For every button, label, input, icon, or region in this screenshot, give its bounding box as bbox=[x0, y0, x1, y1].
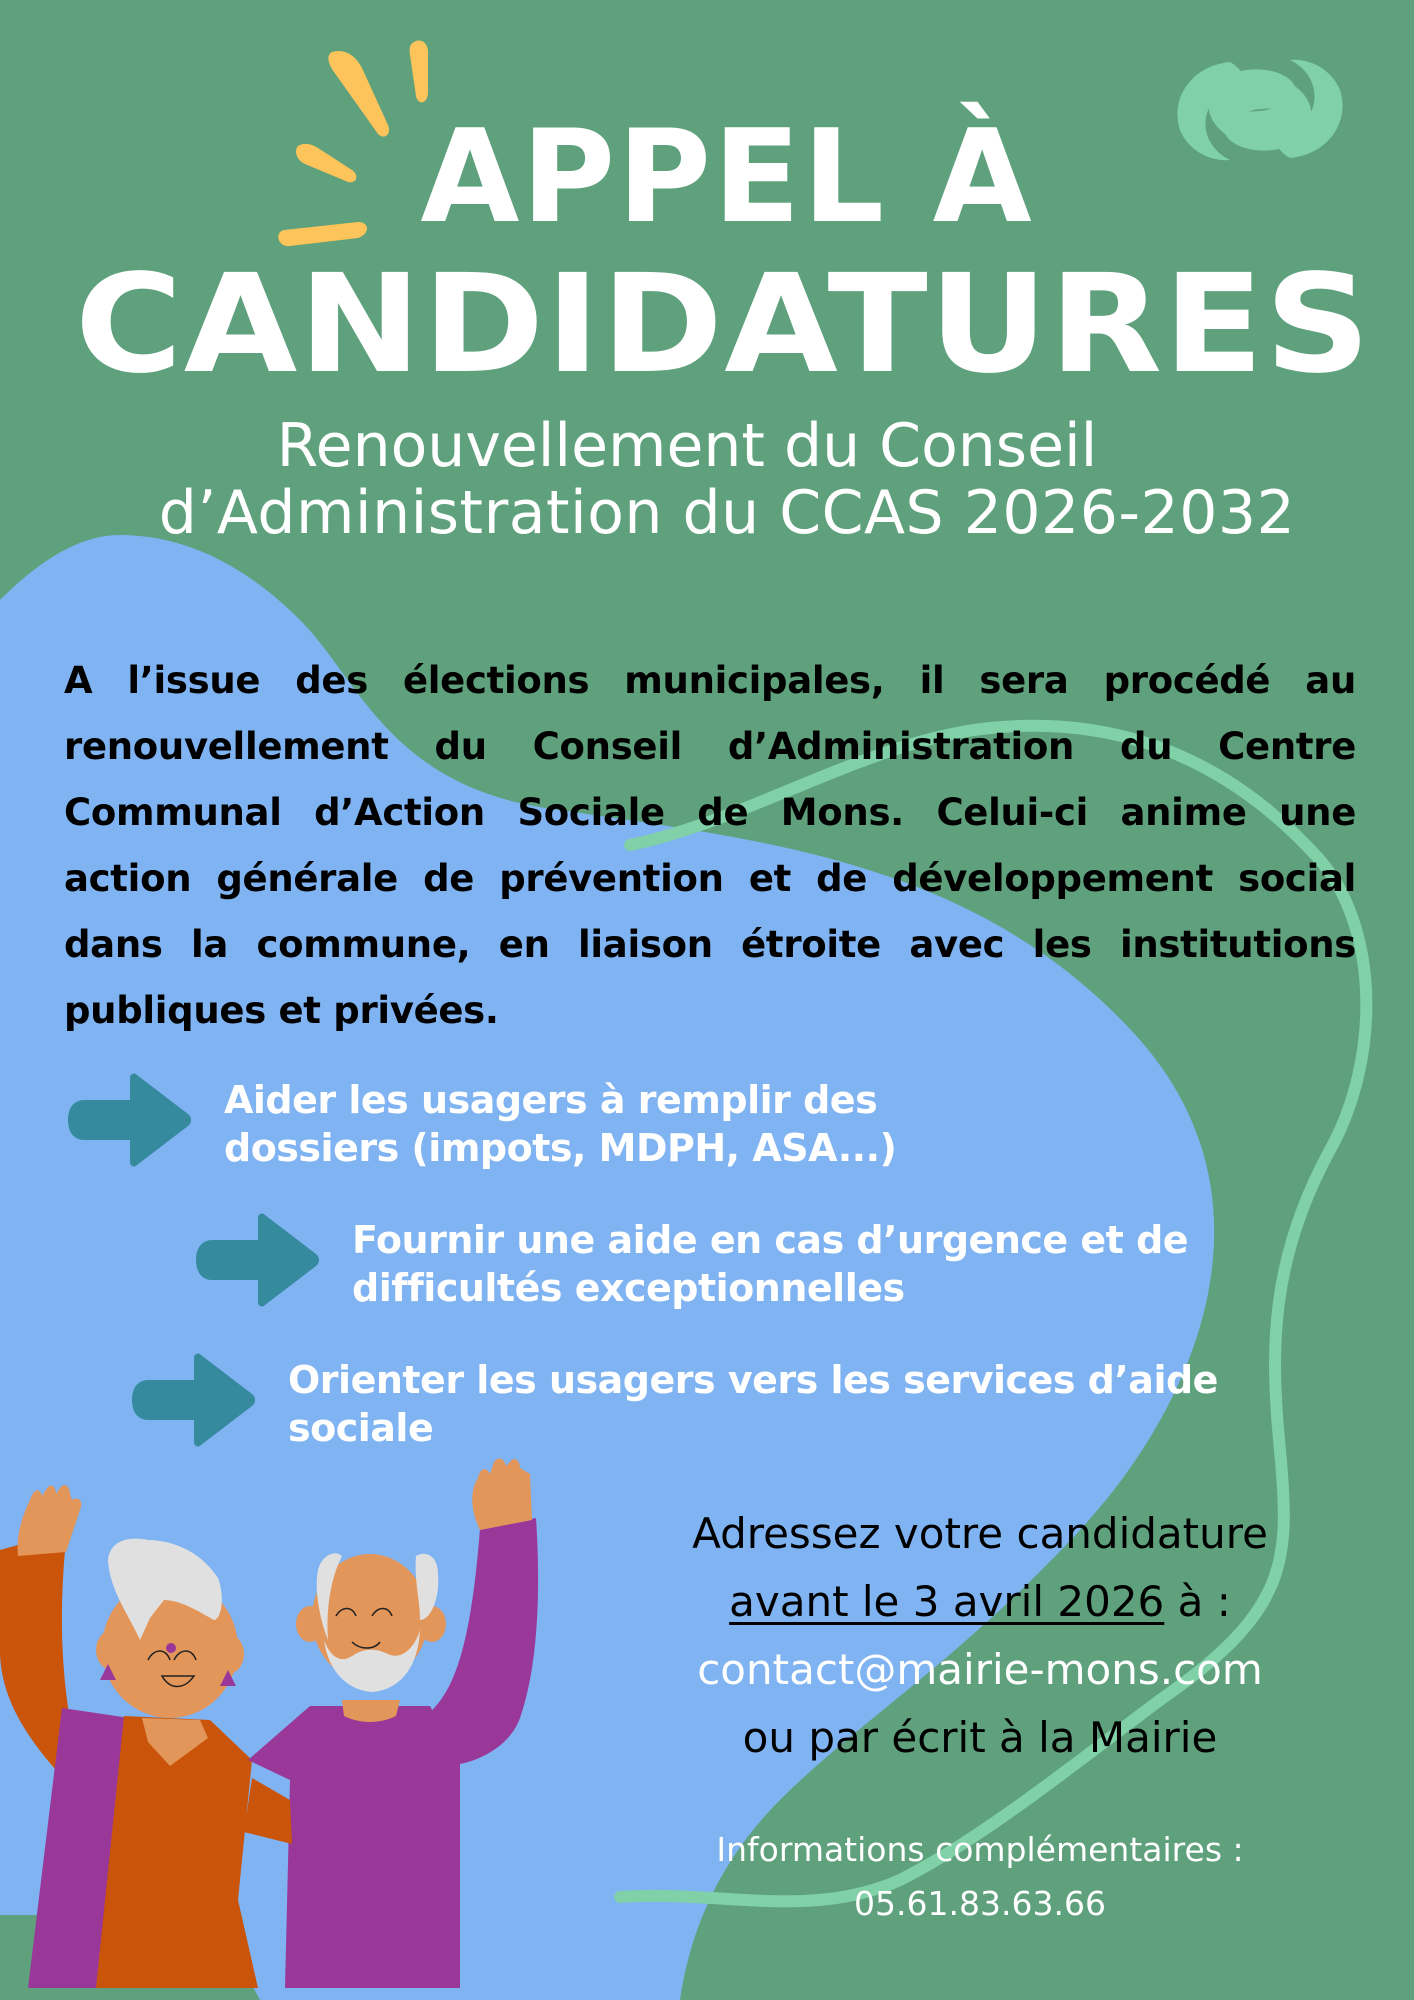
deadline-suffix: à : bbox=[1164, 1577, 1231, 1626]
subtitle-line-1: Renouvellement du Conseil bbox=[276, 411, 1098, 481]
mission-line-1: Fournir une aide en cas d’urgence et de bbox=[352, 1218, 1189, 1262]
info-label: Informations complémentaires : bbox=[716, 1830, 1244, 1869]
mission-line-2: sociale bbox=[288, 1406, 434, 1450]
cta-deadline-line bbox=[580, 1568, 1380, 1636]
mission-line-1: Orienter les usagers vers les services d’aide bbox=[288, 1358, 1218, 1402]
subtitle-line-2: d’Administration du CCAS 2026-2032 bbox=[158, 478, 1296, 548]
mission-line-2: difficultés exceptionnelles bbox=[352, 1266, 905, 1310]
mission-line-2: dossiers (impots, MDPH, ASA...) bbox=[224, 1126, 897, 1170]
page-title-line-2: CANDIDATURES bbox=[74, 246, 1372, 404]
intro-paragraph: A l’issue des élections municipales, il sera procédé au renouvellement du Conseil d’Administration du Centre Communal d’Action Sociale de Mons. Celui-ci anime une action générale de prévention et de développement social dans la commune, en liaison étroite avec les institutions publiques et privées. bbox=[64, 659, 1356, 1032]
cta-line-4: ou par écrit à la Mairie bbox=[742, 1713, 1218, 1762]
mission-item bbox=[66, 1072, 896, 1172]
page-title-line-1: APPEL À bbox=[420, 103, 1034, 252]
contact-email[interactable]: contact@mairie-mons.com bbox=[697, 1645, 1263, 1694]
info-phone[interactable]: 05.61.83.63.66 bbox=[854, 1884, 1106, 1923]
mission-item bbox=[194, 1212, 1188, 1312]
arrow-right-icon bbox=[194, 1212, 324, 1308]
mission-item bbox=[130, 1352, 1218, 1452]
mission-line-1: Aider les usagers à remplir des bbox=[224, 1078, 878, 1122]
arrow-right-icon bbox=[130, 1352, 260, 1448]
cta-line-1: Adressez votre candidature bbox=[692, 1509, 1268, 1558]
arrow-right-icon bbox=[66, 1072, 196, 1168]
deadline-date: avant le 3 avril 2026 bbox=[729, 1577, 1165, 1626]
